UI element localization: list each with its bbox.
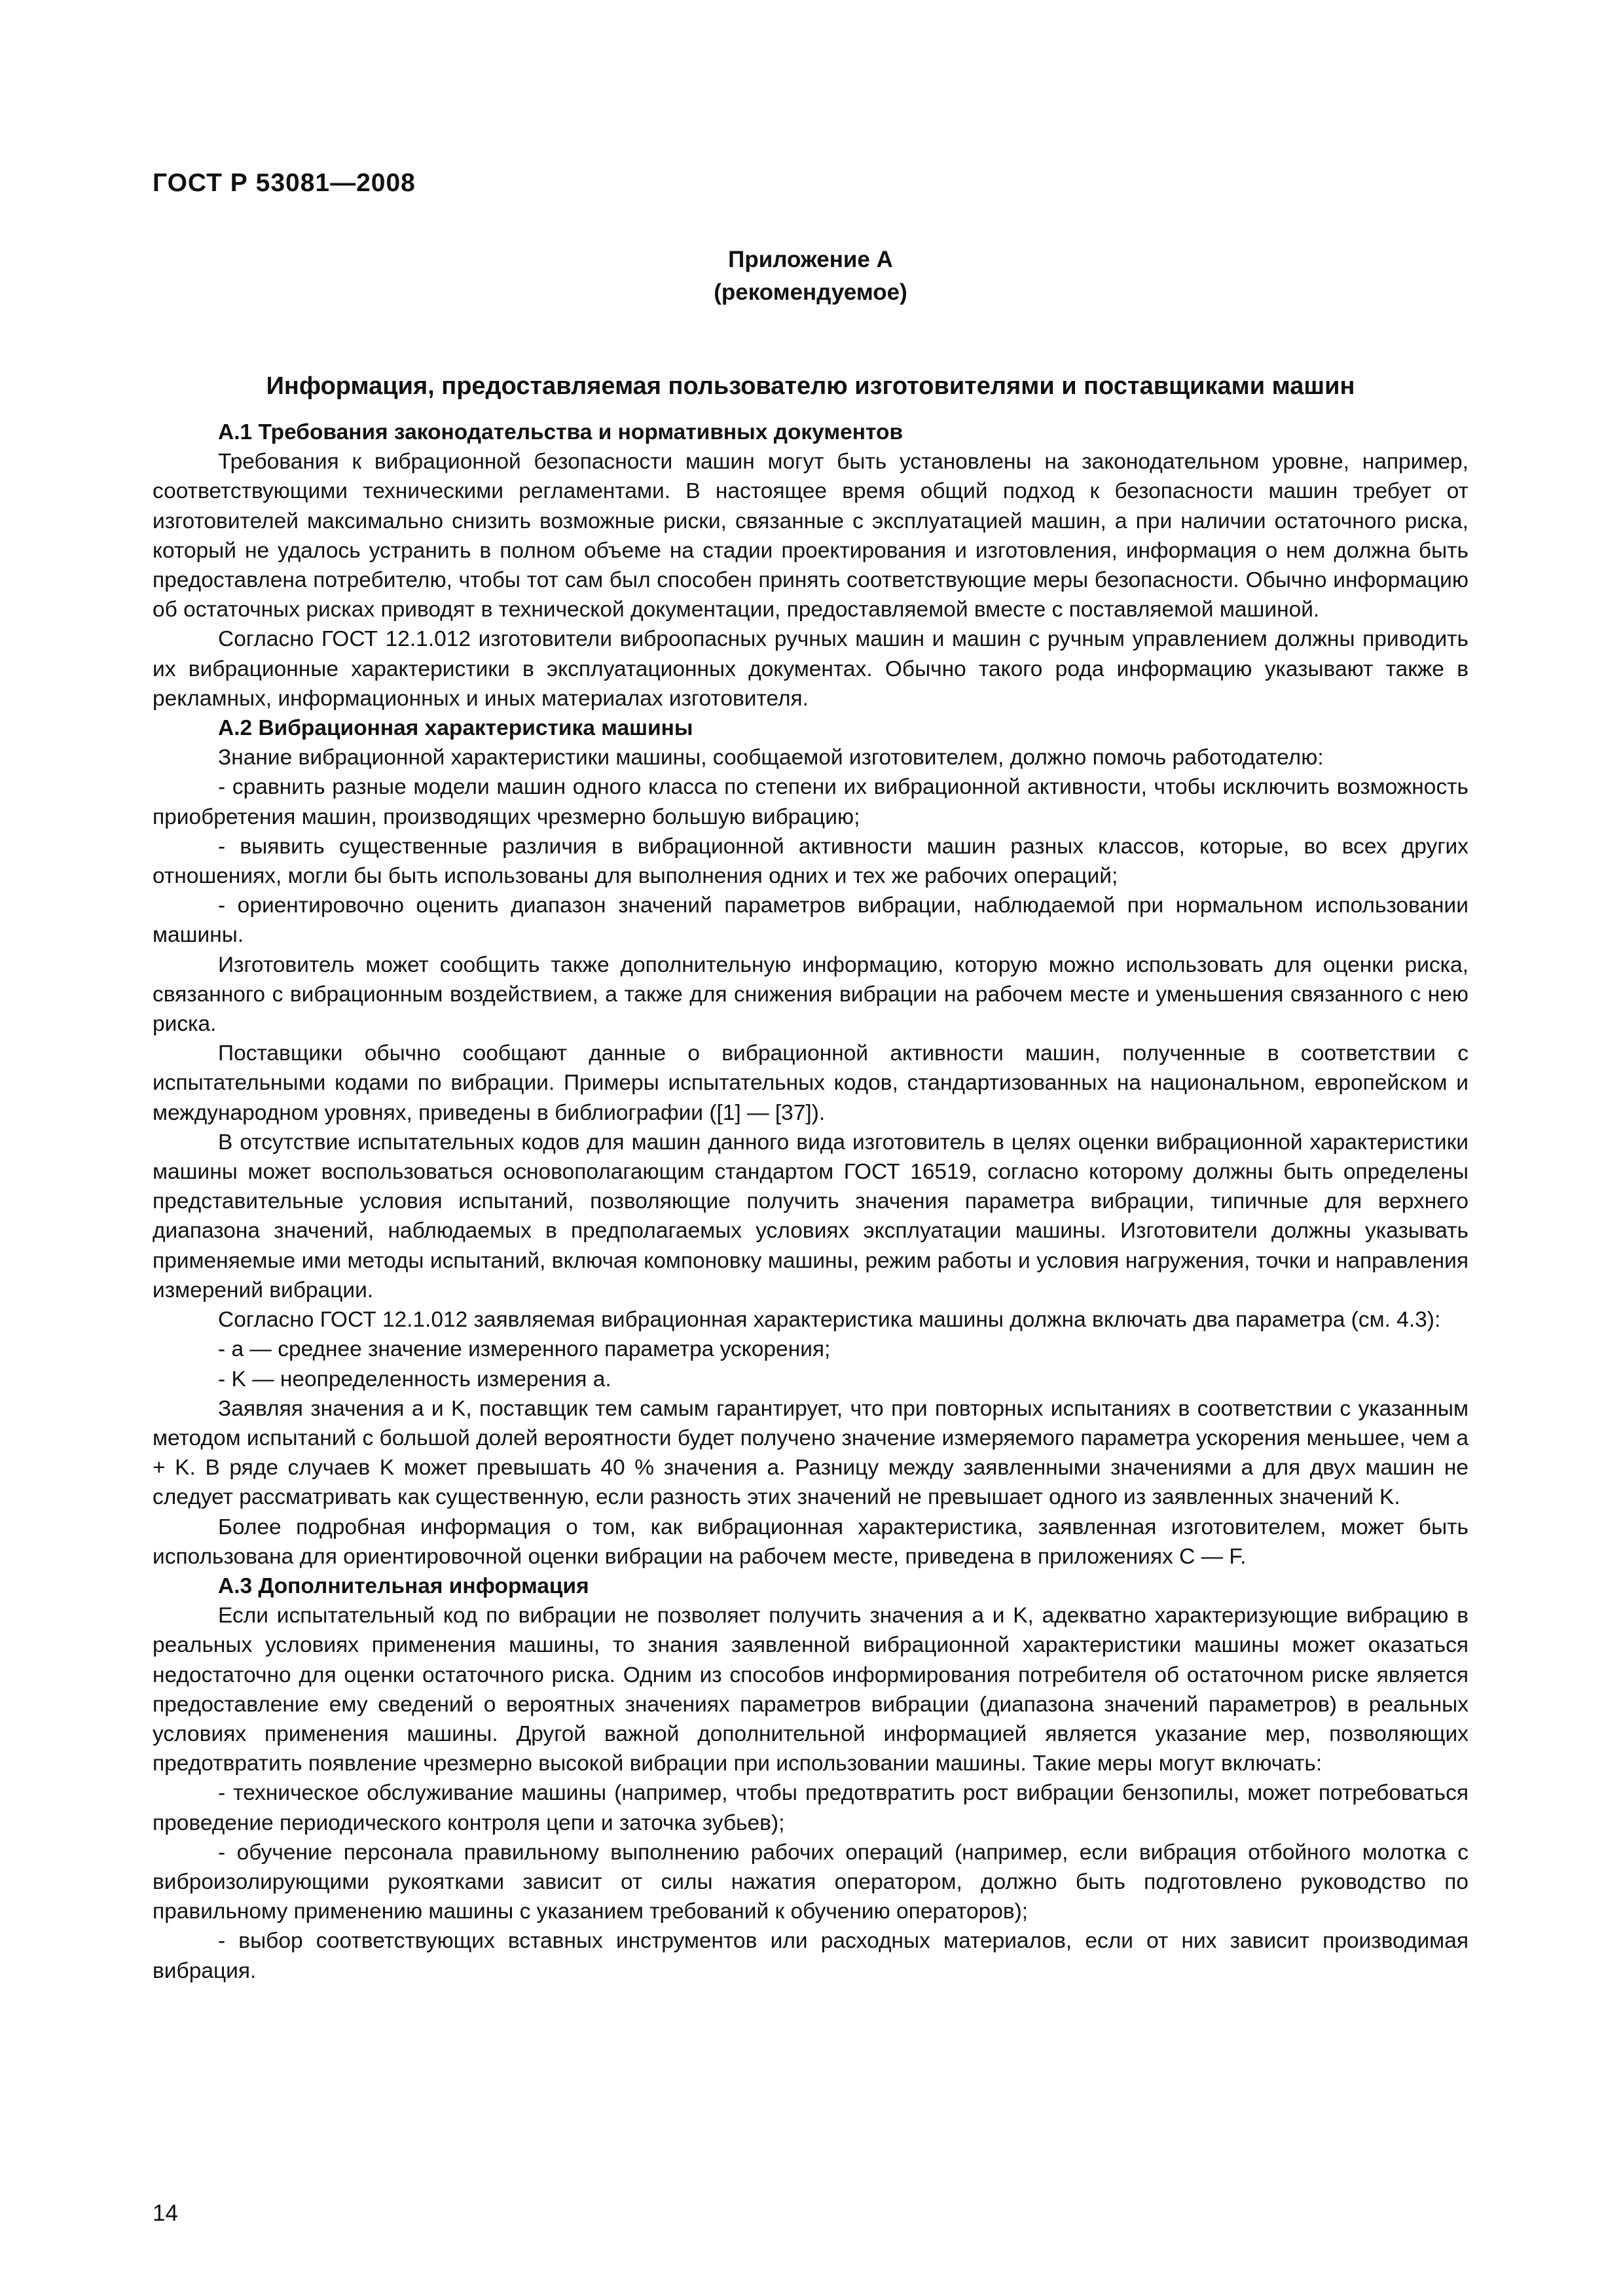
list-item: - выявить существенные различия в вибрационной активности машин разных классов, которые, во всех других отношениях, могли бы быть использованы для выполнения одних и тех же рабочих операций; — [153, 834, 1468, 889]
paragraph: В отсутствие испытательных кодов для машин данного вида изготовитель в целях оценки вибрационной характеристики машины может воспользоваться основополагающим стандартом ГОСТ 16519, согласно которому должны быть определены представительные условия испытаний, позволяющие получить значения параметра вибрации, типичные для верхнего диапазона значений, наблюдаемых в предполагаемых условиях эксплуатации машины. Изготовители должны указывать применяемые ими методы испытаний, включая компоновку машины, режим работы и условия нагружения, точки и направления измерений вибрации. — [153, 1130, 1468, 1302]
paragraph: Поставщики обычно сообщают данные о вибрационной активности машин, полученные в соответствии с испытательными кодами по вибрации. Примеры испытательных кодов, стандартизованных на национальном, европейском и международном уровнях, приведены в библиографии ([1] — [37]). — [153, 1041, 1468, 1125]
section-heading-a2: А.2 Вибрационная характеристика машины — [218, 716, 693, 741]
section-heading-a1: А.1 Требования законодательства и нормативных документов — [218, 420, 903, 444]
paragraph: Знание вибрационной характеристики машины, сообщаемой изготовителем, должно помочь работодателю: — [218, 745, 1324, 770]
paragraph: Более подробная информация о том, как вибрационная характеристика, заявленная изготовителем, может быть использована для ориентировочной оценки вибрации на рабочем месте, приведена в приложениях С — F. — [153, 1515, 1468, 1569]
list-item: - техническое обслуживание машины (например, чтобы предотвратить рост вибрации бензопилы, может потребоваться проведение периодического контроля цепи и заточка зубьев); — [153, 1781, 1468, 1835]
list-item: - ориентировочно оценить диапазон значений параметров вибрации, наблюдаемой при нормальном использовании машины. — [153, 893, 1468, 948]
list-item: - выбор соответствующих вставных инструментов или расходных материалов, если от них зависит производимая вибрация. — [153, 1929, 1468, 1983]
paragraph: Заявляя значения a и K, поставщик тем самым гарантирует, что при повторных испытаниях в соответствии с указанным методом испытаний с большой долей вероятности будет получено значение измеряемого параметра ускорения меньшее, чем a + K. В ряде случаев K может превышать 40 % значения a. Разницу между заявленными значениями a для двух машин не следует рассматривать как существенную, если разность этих значений не превышает одного из заявленных значений K. — [153, 1396, 1468, 1510]
appendix-heading — [153, 243, 1468, 309]
page-title: Информация, предоставляемая пользователю изготовителями и поставщиками машин — [266, 372, 1355, 400]
paragraph: Требования к вибрационной безопасности машин могут быть установлены на законодательном уровне, например, соответствующими техническими регламентами. В настоящее время общий подход к безопасности машин требует от изготовителей максимально снизить возможные риски, связанные с эксплуатацией машин, а при наличии остаточного риска, который не удалось устранить в полном объеме на стадии проектирования и изготовления, информация о нем должна быть предоставлена потребителю, чтобы тот сам был способен принять соответствующие меры безопасности. Обычно информацию об остаточных рисках приводят в технической документации, предоставляемой вместе с поставляемой машиной. — [153, 450, 1468, 622]
paragraph: Если испытательный код по вибрации не позволяет получить значения a и K, адекватно характеризующие вибрацию в реальных условиях применения машины, то знания заявленной вибрационной характеристики машины может оказаться недостаточно для оценки остаточного риска. Одним из способов информирования потребителя об остаточном риске является предоставление ему сведений о вероятных значениях параметров вибрации (диапазона значений параметров) в реальных условиях применения машины. Другой важной дополнительной информацией является указание мер, позволяющих предотвратить появление чрезмерно высокой вибрации при использовании машины. Такие меры могут включать: — [153, 1604, 1468, 1776]
document-body — [153, 418, 1468, 1986]
paragraph: Изготовитель может сообщить также дополнительную информацию, которую можно использовать для оценки риска, связанного с вибрационным воздействием, а также для снижения вибрации на рабочем месте и уменьшения связанного с нею риска. — [153, 952, 1468, 1037]
page-number: 14 — [153, 2200, 178, 2226]
section-heading-a3: А.3 Дополнительная информация — [218, 1573, 589, 1598]
appendix-status: (рекомендуемое) — [714, 279, 907, 305]
paragraph: Согласно ГОСТ 12.1.012 заявляемая вибрационная характеристика машины должна включать два параметра (см. 4.3): — [218, 1308, 1441, 1333]
list-item: - K — неопределенность измерения a. — [218, 1367, 611, 1391]
appendix-label: Приложение А — [728, 247, 893, 272]
list-item: - обучение персонала правильному выполнению рабочих операций (например, если вибрация отбойного молотка с виброизолирующими рукоятками зависит от силы нажатия оператором, должно быть подготовлено руководство по правильному применению машины с указанием требований к обучению операторов); — [153, 1840, 1468, 1924]
document-code-header: ГОСТ Р 53081—2008 — [153, 169, 416, 197]
paragraph: Согласно ГОСТ 12.1.012 изготовители виброопасных ручных машин и машин с ручным управлением должны приводить их вибрационные характеристики в эксплуатационных документах. Обычно такого рода информацию указывают также в рекламных, информационных и иных материалах изготовителя. — [153, 627, 1468, 711]
list-item: - сравнить разные модели машин одного класса по степени их вибрационной активности, чтобы исключить возможность приобретения машин, производящих чрезмерно большую вибрацию; — [153, 775, 1468, 829]
list-item: - a — среднее значение измеренного параметра ускорения; — [218, 1337, 831, 1362]
